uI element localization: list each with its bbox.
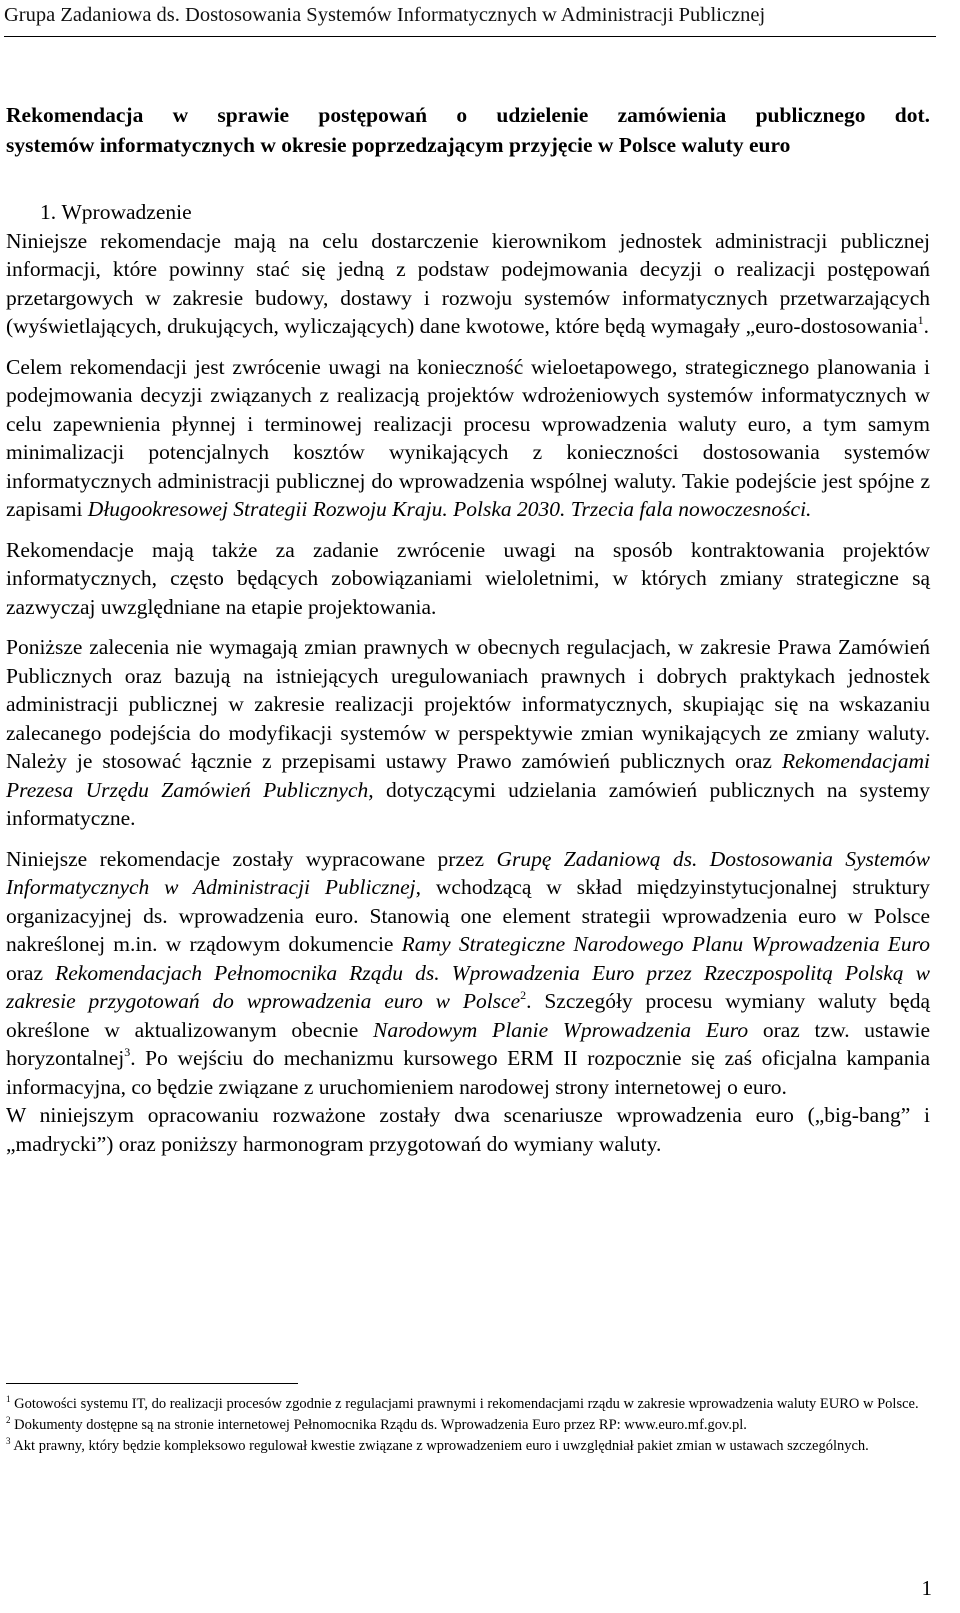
paragraph-6-text: W niniejszym opracowaniu rozważone zostały dwa scenariusze wprowadzenia euro („big-bang” i „madrycki”) oraz poniższy harmonogram przygotowań do wymiany waluty. — [6, 1103, 930, 1156]
footnote-2-text: Dokumenty dostępne są na stronie internetowej Pełnomocnika Rządu ds. Wprowadzenia Euro przez RP: www.euro.mf.gov.pl. — [10, 1417, 747, 1433]
paragraph-5-text-c: oraz — [6, 960, 56, 985]
footnote-1 — [6, 1394, 930, 1415]
title-line-2: systemów informatycznych w okresie poprzedzającym przyjęcie w Polsce waluty euro — [6, 133, 791, 157]
paragraph-5-text-d: . Szczegóły procesu wymiany waluty będą określone w aktualizowanym obecnie — [6, 989, 930, 1042]
paragraph-3-text: Rekomendacje mają także za zadanie zwrócenie uwagi na sposób kontraktowania projektów informatycznych, często będących zobowiązaniami wieloletnimi, w których zmiany strategiczne są zazwyczaj uwzględniane na etapie projektowania. — [6, 537, 930, 619]
footnote-1-number: 1 — [6, 1394, 11, 1404]
footnote-ref-3: 3 — [124, 1045, 131, 1059]
footnote-ref-2: 2 — [520, 988, 527, 1002]
footnote-2 — [6, 1415, 930, 1436]
paragraph-4-italic: Rekomendacjami Prezesa Urzędu Zamówień Publicznych, — [6, 749, 930, 802]
paragraph-6 — [6, 1101, 930, 1158]
paragraph-5-text-f: . Po wejściu do mechanizmu kursowego ERM II rozpocznie się zaś oficjalna kampania informacyjna, co będzie związane z uruchomieniem narodowej strony internetowej o euro. — [6, 1046, 930, 1099]
page-number: 1 — [921, 1576, 932, 1600]
paragraph-5 — [6, 845, 930, 1102]
paragraph-5-italic-2: Ramy Strategiczne Narodowego Planu Wprowadzenia Euro — [401, 932, 930, 956]
paragraph-3 — [6, 536, 930, 622]
footnote-divider — [6, 1383, 298, 1384]
footnote-ref-1: 1 — [917, 313, 924, 327]
paragraph-5-text-a: Niniejsze rekomendacje zostały wypracowane przez — [6, 846, 497, 871]
paragraph-4 — [6, 633, 930, 833]
paragraph-5-text-e: oraz tzw. ustawie horyzontalnej — [6, 1017, 930, 1070]
paragraph-5-italic-3: Rekomendacjach Pełnomocnika Rządu ds. Wprowadzenia Euro przez Rzeczpospolitą Polską w zakresie przygotowań do wprowadzenia euro w Polsce — [6, 960, 930, 1013]
section-title: Wprowadzenie — [61, 200, 192, 224]
footnotes — [6, 1394, 930, 1457]
title-line-1: Rekomendacja w sprawie postępowań o udzielenie zamówienia publicznego dot. — [6, 103, 930, 127]
section-heading — [40, 198, 930, 227]
paragraph-1-text: Niniejsze rekomendacje mają na celu dostarczenie kierownikom jednostek administracji publicznej informacji, które powinny stać się jedną z podstaw podejmowania decyzji o realizacji postępowań przetargowych w zakresie budowy, dostawy i rozwoju systemów informatycznych przetwarzających (wyświetlających, drukujących, wyliczających) dane kwotowe, które będą wymagały „euro-dostosowania — [6, 228, 930, 338]
section-number: 1. — [40, 200, 57, 224]
paragraph-1 — [6, 227, 930, 341]
paragraph-1-end: . — [923, 314, 929, 338]
footnote-3 — [6, 1436, 930, 1457]
header-divider — [4, 36, 936, 37]
footnote-3-text: Akt prawny, który będzie kompleksowo regulował kwestie związane z wprowadzeniem euro i uwzględniał pakiet zmian w ustawach szczególnych. — [10, 1438, 869, 1454]
paragraph-2-italic: Długookresowej Strategii Rozwoju Kraju. Polska 2030. Trzecia fala nowoczesności. — [87, 497, 812, 521]
footnote-1-text: Gotowości systemu IT, do realizacji procesów zgodnie z regulacjami prawnymi i rekomendacjami rządu w zakresie wprowadzenia waluty EURO w Polsce. — [10, 1396, 919, 1412]
paragraph-2 — [6, 353, 930, 524]
paragraph-5-text-b: , wchodzącą w skład międzyinstytucjonalnej struktury organizacyjnej ds. wprowadzenia euro. Stanowią one element strategii wprowadzenia euro w Polsce nakreślonej m.in. w rządowym dokumencie — [6, 875, 930, 956]
document-title — [6, 100, 930, 160]
footnote-2-number: 2 — [6, 1415, 11, 1425]
paragraph-5-italic-4: Narodowym Planie Wprowadzenia Euro — [373, 1017, 749, 1042]
paragraph-5-italic-1: Grupę Zadaniową ds. Dostosowania Systemów Informatycznych w Administracji Publicznej — [6, 846, 930, 899]
running-header: Grupa Zadaniowa ds. Dostosowania Systemów Informatycznych w Administracji Publicznej — [4, 4, 766, 26]
paragraph-4-text-b: dotyczącymi udzielania zamówień publicznych na systemy informatyczne. — [6, 777, 930, 830]
document-body — [6, 198, 930, 1158]
footnote-3-number: 3 — [6, 1436, 11, 1446]
paragraph-2-text: Celem rekomendacji jest zwrócenie uwagi na konieczność wieloetapowego, strategicznego planowania i podejmowania decyzji związanych z realizacją projektów wdrożeniowych systemów informatycznych w celu zapewnienia płynnej i terminowej realizacji procesu wprowadzenia waluty euro, a tym samym minimalizacji potencjalnych kosztów wynikających z konieczności dostosowania systemów informatycznych administracji publicznej do wprowadzenia wspólnej waluty. Takie podejście jest spójne z zapisami — [6, 354, 930, 521]
paragraph-4-text-a: Poniższe zalecenia nie wymagają zmian prawnych w obecnych regulacjach, w zakresie Prawa Zamówień Publicznych oraz bazują na istniejących uregulowaniach prawnych i dobrych praktykach jednostek administracji publicznej w zakresie realizacji projektów informatycznych, skupiając się na wskazaniu zalecanego podejścia do modyfikacji systemów w perspektywie zmian wynikających ze zmiany waluty. Należy je stosować łącznie z przepisami ustawy Prawo zamówień publicznych oraz — [6, 635, 930, 773]
